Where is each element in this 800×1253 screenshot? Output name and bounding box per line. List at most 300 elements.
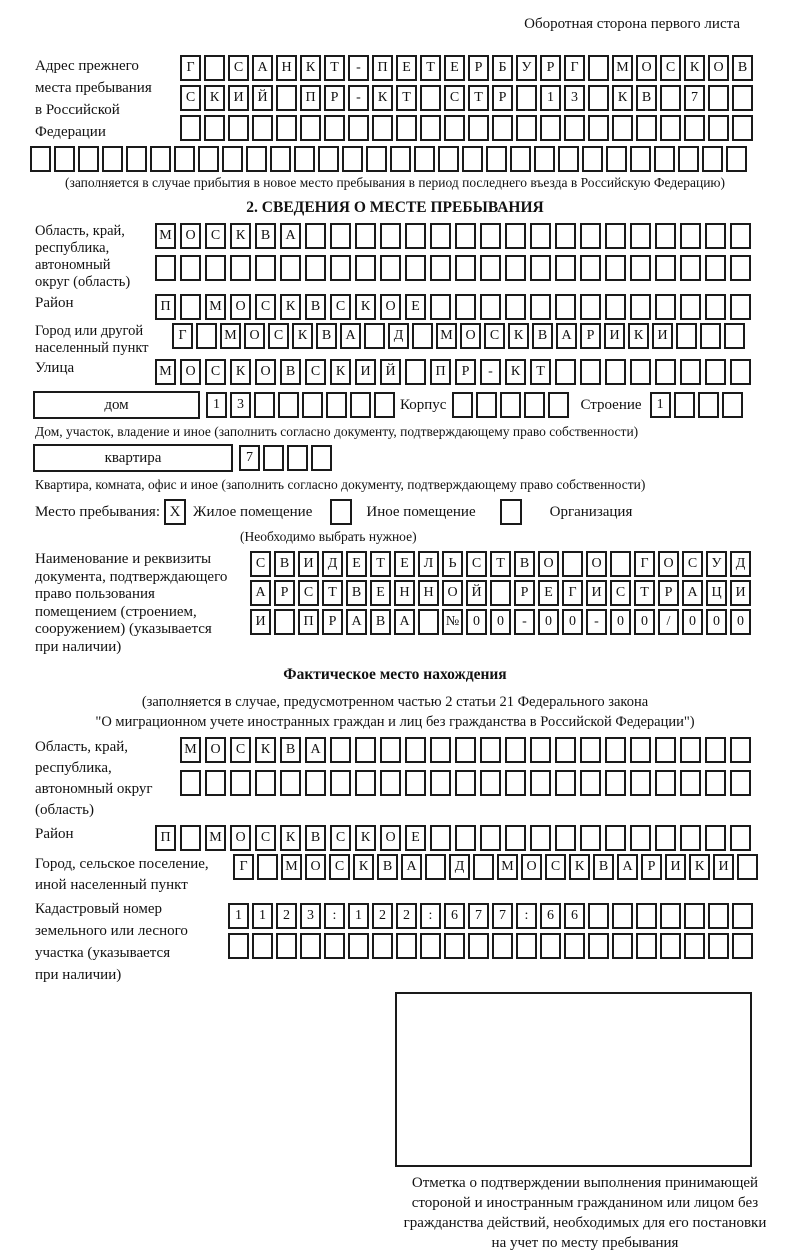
char-box[interactable]: Е (405, 825, 426, 851)
char-box[interactable] (390, 146, 411, 172)
char-box[interactable] (660, 933, 681, 959)
char-box[interactable] (588, 933, 609, 959)
char-box[interactable]: К (628, 323, 649, 349)
char-box[interactable]: С (180, 85, 201, 111)
char-box[interactable] (580, 294, 601, 320)
char-box[interactable] (730, 770, 751, 796)
char-box[interactable] (305, 255, 326, 281)
char-box[interactable] (705, 737, 726, 763)
char-box[interactable] (255, 770, 276, 796)
char-box[interactable]: М (612, 55, 633, 81)
char-box[interactable] (555, 223, 576, 249)
char-box[interactable] (468, 115, 489, 141)
char-box[interactable]: Ц (706, 580, 727, 606)
char-box[interactable] (555, 770, 576, 796)
char-box[interactable] (580, 255, 601, 281)
char-box[interactable]: У (706, 551, 727, 577)
char-box[interactable]: С (250, 551, 271, 577)
char-box[interactable]: К (355, 294, 376, 320)
char-box[interactable] (505, 294, 526, 320)
char-box[interactable]: И (586, 580, 607, 606)
char-box[interactable]: О (180, 359, 201, 385)
char-box[interactable] (305, 223, 326, 249)
char-box[interactable]: К (505, 359, 526, 385)
char-box[interactable]: С (660, 55, 681, 81)
char-box[interactable]: П (155, 825, 176, 851)
char-box[interactable]: 0 (490, 609, 511, 635)
char-box[interactable] (270, 146, 291, 172)
char-box[interactable] (580, 770, 601, 796)
char-box[interactable] (630, 825, 651, 851)
char-box[interactable] (705, 825, 726, 851)
char-box[interactable] (490, 580, 511, 606)
char-box[interactable] (605, 825, 626, 851)
char-box[interactable]: В (280, 737, 301, 763)
char-box[interactable]: - (348, 55, 369, 81)
char-box[interactable]: 3 (564, 85, 585, 111)
char-box[interactable]: Е (405, 294, 426, 320)
char-box[interactable] (730, 825, 751, 851)
char-box[interactable]: Р (322, 609, 343, 635)
char-box[interactable]: И (665, 854, 686, 880)
char-box[interactable] (330, 223, 351, 249)
char-box[interactable] (730, 359, 751, 385)
char-box[interactable]: А (394, 609, 415, 635)
char-box[interactable]: Й (380, 359, 401, 385)
char-box[interactable]: В (316, 323, 337, 349)
char-box[interactable] (252, 115, 273, 141)
char-box[interactable] (605, 770, 626, 796)
char-box[interactable]: 0 (562, 609, 583, 635)
char-box[interactable] (505, 223, 526, 249)
char-box[interactable] (655, 825, 676, 851)
char-box[interactable] (280, 770, 301, 796)
char-box[interactable]: - (514, 609, 535, 635)
char-box[interactable] (605, 737, 626, 763)
char-box[interactable] (355, 255, 376, 281)
char-box[interactable]: Л (418, 551, 439, 577)
char-box[interactable] (276, 115, 297, 141)
char-box[interactable] (380, 223, 401, 249)
char-box[interactable] (396, 115, 417, 141)
char-box[interactable]: В (305, 294, 326, 320)
confirmation-mark-box[interactable] (395, 992, 752, 1167)
char-box[interactable]: В (593, 854, 614, 880)
char-box[interactable] (684, 903, 705, 929)
char-box[interactable]: В (280, 359, 301, 385)
char-box[interactable]: Е (538, 580, 559, 606)
char-box[interactable] (530, 825, 551, 851)
char-box[interactable]: Т (468, 85, 489, 111)
char-box[interactable] (246, 146, 267, 172)
char-box[interactable] (342, 146, 363, 172)
char-box[interactable]: С (205, 223, 226, 249)
char-box[interactable] (678, 146, 699, 172)
char-box[interactable] (204, 55, 225, 81)
char-box[interactable] (516, 85, 537, 111)
char-box[interactable]: О (708, 55, 729, 81)
char-box[interactable]: И (355, 359, 376, 385)
char-box[interactable]: Н (394, 580, 415, 606)
char-box[interactable]: А (252, 55, 273, 81)
char-box[interactable]: 7 (492, 903, 513, 929)
char-box[interactable] (500, 392, 521, 418)
char-box[interactable] (680, 825, 701, 851)
char-box[interactable] (278, 392, 299, 418)
char-box[interactable] (630, 359, 651, 385)
char-box[interactable] (198, 146, 219, 172)
char-box[interactable] (684, 933, 705, 959)
char-box[interactable]: О (521, 854, 542, 880)
char-box[interactable]: С (682, 551, 703, 577)
char-box[interactable] (636, 933, 657, 959)
char-box[interactable] (412, 323, 433, 349)
char-box[interactable] (737, 854, 758, 880)
char-box[interactable]: : (324, 903, 345, 929)
char-box[interactable] (473, 854, 494, 880)
char-box[interactable] (674, 392, 695, 418)
char-box[interactable] (580, 737, 601, 763)
char-box[interactable]: О (636, 55, 657, 81)
char-box[interactable]: А (682, 580, 703, 606)
checkbox-residential[interactable]: X (164, 499, 186, 525)
char-box[interactable] (606, 146, 627, 172)
char-box[interactable] (380, 737, 401, 763)
char-box[interactable] (530, 737, 551, 763)
char-box[interactable] (430, 255, 451, 281)
char-box[interactable] (30, 146, 51, 172)
char-box[interactable]: И (713, 854, 734, 880)
char-box[interactable] (700, 323, 721, 349)
char-box[interactable]: Р (468, 55, 489, 81)
char-box[interactable]: М (497, 854, 518, 880)
char-box[interactable] (588, 115, 609, 141)
char-box[interactable] (78, 146, 99, 172)
char-box[interactable] (230, 770, 251, 796)
char-box[interactable] (660, 115, 681, 141)
char-box[interactable] (405, 359, 426, 385)
char-box[interactable]: М (220, 323, 241, 349)
char-box[interactable]: И (652, 323, 673, 349)
char-box[interactable] (724, 323, 745, 349)
char-box[interactable] (330, 737, 351, 763)
char-box[interactable]: М (281, 854, 302, 880)
char-box[interactable]: С (330, 825, 351, 851)
char-box[interactable]: 1 (540, 85, 561, 111)
char-box[interactable]: И (730, 580, 751, 606)
char-box[interactable]: С (268, 323, 289, 349)
char-box[interactable]: Е (444, 55, 465, 81)
char-box[interactable] (180, 255, 201, 281)
char-box[interactable]: Й (252, 85, 273, 111)
char-box[interactable]: : (420, 903, 441, 929)
apartment-type-box[interactable]: квартира (33, 444, 233, 472)
char-box[interactable] (730, 255, 751, 281)
char-box[interactable] (588, 903, 609, 929)
char-box[interactable] (174, 146, 195, 172)
char-box[interactable] (374, 392, 395, 418)
char-box[interactable] (564, 115, 585, 141)
char-box[interactable]: О (305, 854, 326, 880)
char-box[interactable]: Т (396, 85, 417, 111)
char-box[interactable] (405, 737, 426, 763)
char-box[interactable] (418, 609, 439, 635)
char-box[interactable]: 0 (706, 609, 727, 635)
char-box[interactable] (530, 294, 551, 320)
char-box[interactable]: П (430, 359, 451, 385)
char-box[interactable]: 2 (396, 903, 417, 929)
char-box[interactable]: Г (180, 55, 201, 81)
char-box[interactable]: К (300, 55, 321, 81)
char-box[interactable] (636, 115, 657, 141)
char-box[interactable]: С (484, 323, 505, 349)
char-box[interactable] (705, 255, 726, 281)
char-box[interactable]: В (305, 825, 326, 851)
char-box[interactable] (438, 146, 459, 172)
char-box[interactable] (252, 933, 273, 959)
char-box[interactable]: 2 (372, 903, 393, 929)
char-box[interactable]: С (230, 737, 251, 763)
char-box[interactable] (630, 146, 651, 172)
char-box[interactable]: Н (276, 55, 297, 81)
char-box[interactable] (355, 737, 376, 763)
char-box[interactable] (196, 323, 217, 349)
char-box[interactable] (300, 933, 321, 959)
char-box[interactable] (722, 392, 743, 418)
char-box[interactable]: Т (530, 359, 551, 385)
char-box[interactable]: О (538, 551, 559, 577)
char-box[interactable]: О (586, 551, 607, 577)
char-box[interactable]: Д (322, 551, 343, 577)
char-box[interactable] (630, 737, 651, 763)
char-box[interactable]: 1 (206, 392, 227, 418)
char-box[interactable] (612, 903, 633, 929)
char-box[interactable] (605, 255, 626, 281)
char-box[interactable] (305, 770, 326, 796)
char-box[interactable] (455, 825, 476, 851)
char-box[interactable] (732, 115, 753, 141)
char-box[interactable]: С (466, 551, 487, 577)
char-box[interactable] (355, 770, 376, 796)
char-box[interactable] (455, 770, 476, 796)
char-box[interactable]: Ь (442, 551, 463, 577)
char-box[interactable] (580, 223, 601, 249)
char-box[interactable] (254, 392, 275, 418)
char-box[interactable] (605, 294, 626, 320)
char-box[interactable] (705, 359, 726, 385)
char-box[interactable]: О (460, 323, 481, 349)
char-box[interactable] (702, 146, 723, 172)
char-box[interactable]: Т (322, 580, 343, 606)
char-box[interactable] (534, 146, 555, 172)
char-box[interactable] (455, 255, 476, 281)
char-box[interactable]: Р (324, 85, 345, 111)
char-box[interactable]: 1 (348, 903, 369, 929)
char-box[interactable]: 7 (239, 445, 260, 471)
char-box[interactable] (180, 294, 201, 320)
char-box[interactable]: П (298, 609, 319, 635)
char-box[interactable]: 0 (730, 609, 751, 635)
char-box[interactable] (680, 737, 701, 763)
char-box[interactable] (155, 255, 176, 281)
char-box[interactable]: Р (274, 580, 295, 606)
char-box[interactable] (655, 359, 676, 385)
char-box[interactable] (480, 294, 501, 320)
char-box[interactable] (480, 770, 501, 796)
char-box[interactable] (311, 445, 332, 471)
char-box[interactable] (654, 146, 675, 172)
char-box[interactable] (455, 294, 476, 320)
char-box[interactable]: С (545, 854, 566, 880)
char-box[interactable] (126, 146, 147, 172)
char-box[interactable] (492, 115, 513, 141)
char-box[interactable]: Р (540, 55, 561, 81)
char-box[interactable] (708, 933, 729, 959)
char-box[interactable] (680, 255, 701, 281)
char-box[interactable]: Т (324, 55, 345, 81)
char-box[interactable]: С (228, 55, 249, 81)
char-box[interactable] (318, 146, 339, 172)
char-box[interactable]: П (155, 294, 176, 320)
char-box[interactable]: 1 (252, 903, 273, 929)
checkbox-other-premises[interactable] (330, 499, 352, 525)
char-box[interactable]: Р (514, 580, 535, 606)
char-box[interactable]: В (636, 85, 657, 111)
char-box[interactable]: И (228, 85, 249, 111)
char-box[interactable] (605, 359, 626, 385)
char-box[interactable]: Е (396, 55, 417, 81)
char-box[interactable]: С (330, 294, 351, 320)
char-box[interactable] (348, 115, 369, 141)
char-box[interactable] (380, 770, 401, 796)
char-box[interactable] (228, 933, 249, 959)
char-box[interactable] (444, 933, 465, 959)
char-box[interactable] (580, 359, 601, 385)
char-box[interactable]: К (508, 323, 529, 349)
char-box[interactable]: - (348, 85, 369, 111)
char-box[interactable] (364, 323, 385, 349)
char-box[interactable]: К (255, 737, 276, 763)
char-box[interactable] (730, 223, 751, 249)
char-box[interactable] (516, 933, 537, 959)
char-box[interactable]: К (330, 359, 351, 385)
char-box[interactable]: К (689, 854, 710, 880)
char-box[interactable] (655, 770, 676, 796)
char-box[interactable]: С (610, 580, 631, 606)
char-box[interactable] (372, 933, 393, 959)
char-box[interactable]: Т (370, 551, 391, 577)
char-box[interactable] (732, 903, 753, 929)
char-box[interactable] (540, 933, 561, 959)
char-box[interactable] (540, 115, 561, 141)
char-box[interactable] (452, 392, 473, 418)
char-box[interactable]: : (516, 903, 537, 929)
char-box[interactable]: О (658, 551, 679, 577)
char-box[interactable]: А (280, 223, 301, 249)
char-box[interactable] (530, 255, 551, 281)
char-box[interactable] (698, 392, 719, 418)
char-box[interactable] (505, 255, 526, 281)
char-box[interactable] (524, 392, 545, 418)
char-box[interactable]: С (305, 359, 326, 385)
char-box[interactable] (530, 223, 551, 249)
char-box[interactable]: О (230, 294, 251, 320)
char-box[interactable] (180, 115, 201, 141)
char-box[interactable]: 3 (300, 903, 321, 929)
char-box[interactable]: О (380, 294, 401, 320)
char-box[interactable]: И (604, 323, 625, 349)
char-box[interactable]: У (516, 55, 537, 81)
char-box[interactable] (430, 737, 451, 763)
char-box[interactable]: М (436, 323, 457, 349)
char-box[interactable] (612, 115, 633, 141)
char-box[interactable] (680, 359, 701, 385)
char-box[interactable]: Г (564, 55, 585, 81)
char-box[interactable]: О (380, 825, 401, 851)
char-box[interactable] (355, 223, 376, 249)
char-box[interactable] (705, 770, 726, 796)
char-box[interactable]: А (340, 323, 361, 349)
char-box[interactable]: № (442, 609, 463, 635)
char-box[interactable] (350, 392, 371, 418)
char-box[interactable] (630, 223, 651, 249)
char-box[interactable] (516, 115, 537, 141)
char-box[interactable] (486, 146, 507, 172)
char-box[interactable] (430, 294, 451, 320)
char-box[interactable]: - (586, 609, 607, 635)
char-box[interactable]: О (230, 825, 251, 851)
char-box[interactable]: В (346, 580, 367, 606)
char-box[interactable]: Г (634, 551, 655, 577)
char-box[interactable] (492, 933, 513, 959)
char-box[interactable]: М (155, 223, 176, 249)
char-box[interactable]: В (514, 551, 535, 577)
char-box[interactable]: 0 (466, 609, 487, 635)
char-box[interactable] (580, 825, 601, 851)
char-box[interactable] (330, 770, 351, 796)
char-box[interactable] (726, 146, 747, 172)
char-box[interactable] (230, 255, 251, 281)
char-box[interactable] (324, 933, 345, 959)
char-box[interactable]: С (205, 359, 226, 385)
char-box[interactable] (255, 255, 276, 281)
char-box[interactable] (480, 255, 501, 281)
char-box[interactable] (732, 933, 753, 959)
char-box[interactable]: А (556, 323, 577, 349)
char-box[interactable]: 6 (564, 903, 585, 929)
char-box[interactable]: А (401, 854, 422, 880)
char-box[interactable] (366, 146, 387, 172)
char-box[interactable] (204, 115, 225, 141)
char-box[interactable]: А (305, 737, 326, 763)
char-box[interactable] (414, 146, 435, 172)
char-box[interactable]: 0 (682, 609, 703, 635)
char-box[interactable]: / (658, 609, 679, 635)
char-box[interactable]: 1 (650, 392, 671, 418)
char-box[interactable]: О (244, 323, 265, 349)
char-box[interactable] (480, 223, 501, 249)
char-box[interactable] (630, 255, 651, 281)
char-box[interactable]: 2 (276, 903, 297, 929)
char-box[interactable] (462, 146, 483, 172)
char-box[interactable]: М (205, 294, 226, 320)
char-box[interactable] (480, 737, 501, 763)
char-box[interactable]: К (569, 854, 590, 880)
char-box[interactable] (530, 770, 551, 796)
char-box[interactable] (636, 903, 657, 929)
char-box[interactable] (444, 115, 465, 141)
char-box[interactable] (676, 323, 697, 349)
